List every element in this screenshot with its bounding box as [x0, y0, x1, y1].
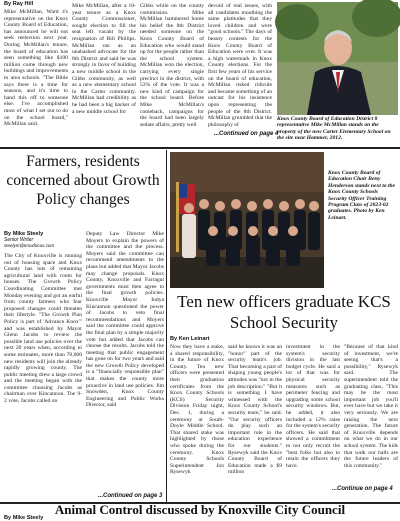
top-story-byline: By Ray Hill	[4, 1, 34, 7]
top-story-photo-caption: Knox County Board of Education District 8 representative Mike McMillan stands on the property of the new Carter Elementary School on the site near Hammer, 2012.	[277, 116, 391, 142]
officers-headline: Ten new officers graduate KCS School Security	[177, 292, 391, 332]
top-story-continued: ...Continued on page 4	[214, 131, 279, 137]
portrait-illustration	[277, 2, 398, 115]
farmers-byline	[4, 231, 84, 248]
farmers-byline-name: By Mike Steely	[4, 231, 44, 237]
officers-photo-caption: Knox County Board of Education Chair Betsy Henderson stands next to the Knox County Schools Security Officer Training Program Class of 2023-02 graduates. Photo by Ken Leinart.	[328, 170, 396, 221]
column-divider	[166, 150, 167, 502]
farmers-headline: Farmers, residents concerned about Growth Policy changes	[6, 153, 160, 208]
officers-photo-illustration	[170, 152, 324, 288]
officers-col-4: "Because of that kind of investment, we're seeing that's a possibility," Rysewyk said. The superintendent told the graduating class, "This may be the most important job you'll ever have but we take it very seriously. We are raising the next generation. The future of Knoxville depends on what we do in our school system. The kids that walk our halls are the future leaders of this community."	[344, 344, 398, 469]
officers-col-1: Now they have a stake, a shared responsibility, in the future of Knox County. Ten new officers were presented their graduation certificates from the Knox County Schools (KCS) Security Division Friday night, Dec. 1, during a ceremony at South-Doyle Middle School. That shared stake was highlighted by those who spoke during the ceremony. Knox County Schools Superintendent Jon Rysewyk	[170, 344, 224, 476]
top-story-col-4: devoid of real issues, with all candidates mouthing the same platitudes that they loved children and were "good schools." The days of beauty contests for the Knox County Board of Education were over. It was a high watermark in Knox County elections. For the first few years of his service on the board of education, McMillan risked ridicule and became something of an outcast for his insistence upon representing the people of the 8th District. McMillan grumbled that the philosophy of	[208, 3, 272, 128]
officers-col-2: said he knows it was an "honor" part of the security team's job. That becoming a part of shaping young people's attitudes was "not in the job description." "But it is something I have witnessed with the Knox County School's security team," he said. "Our security officers do play such an important role in the education experience for our students." Rysewyk said the Knox County Board of Education made a $9 million	[228, 344, 282, 476]
farmers-continued: ...Continued on page 3	[98, 493, 163, 499]
farmers-col-2: Deputy Law Director Mike Moyers to explain the powers of the committee and the process. Moyers said the committee can recommend amendments to the plans but added that Mayor Jacobs may change proposals. Knox County, Knoxville and Farragut governments must then agree to the final growth policies. Knoxville Mayor Indya Kincannon questioned the power of Jacobs to veto final recommendations and Moyers said the committee could approve the final plan by a simple majority vote but added that Jacobs can choose the results. Jacobs told the meeting that public engagement has gone on for two years and said the new Growth Policy developed is a "financially responsible plan" that makes the county more proactive in land use policies. Jim Snowden, Knox County Engineering and Public Works Director, said	[86, 231, 164, 409]
top-story	[0, 0, 400, 146]
top-story-col-2: Mike McMillan, after a 10-year tenure as a Knox County Commissioner, sought election to fill the seat left vacant by the resignation of Bill Phillips. McMillan ran as an unabashed advocate for the 8th District and said he was strongly in favor of building a new middle school in the Gibbs community, as well as a new elementary school in the Carter community. McMillan had credibility as he had been a big backer of a new middle school for	[72, 3, 136, 115]
officers-byline: By Ken Leinart	[170, 336, 210, 342]
bottom-headline: Animal Control discussed by Knoxville City Council	[54, 502, 346, 517]
bottom-byline: By Mike Steely	[4, 515, 44, 521]
farmers-col-1: The City of Knoxville is running out of housing space and Knox County has lots of remaining agricultural land with room for houses. The Growth Policy Coordinating Committee met Monday evening and got an earful from county farmers who fear proposed changes could threaten their lifestyle. "The Growth Plan Policy is part of 'Advance Knox'" and was established by Mayor Glenn Jacobs to review the possible land use policies over the next 20 years when, according to some estimates, more than 70,000 new residents will join the already rapidly growing county. The public meeting drew a large crowd and the meeting began with the committee choosing Jacobs as chairman over Kincannon. The 9-2 vote, Jacobs called on	[4, 253, 82, 405]
farmers-story	[0, 149, 165, 501]
farmers-byline-title: Senior Writer	[4, 237, 34, 243]
top-story-col-3: Gibbs while on the county commission. Mike McMillan hammered home his belief the 8th District needed someone on the Knox County Board of Education who would stand up for the people rather than the school system. McMillan won the election, carrying every single precinct in the district, with 53% of the vote. It was a new kind of campaign for the school board. Before Mike McMillan's comeback, campaigns for the board had been largely sedate affairs, pretty well	[140, 3, 204, 128]
farmers-byline-email: steelym@knoxfocus.com	[4, 243, 55, 248]
officers-col-3: investment in the system's security division in the last budget cycle. He said a lot of that was for physical security measures such as perimeter fencing and upgrading some school security windows. But, he added, it also included a 12% raise for the system's security officers. He said that showed a commitment to not only recruit the "best folks but also to retain the officers they have.	[286, 344, 340, 469]
officers-story	[170, 292, 400, 502]
officers-continued: ...Continue on page 4	[332, 486, 393, 492]
top-story-col-1: Mike McMillan, Ward 4's representative on the Knox County Board of Education, has announced he will not seek reelection next year. During McMillan's tenure, the board of education has seen something like $100 million come through new buildings and improvements to area schools. "The Bible says there is a time for seasons, and it's time to hand this off to someone else. I've accomplished most of what I set out to do on the school board," McMillan said.	[4, 9, 68, 128]
bottom-story	[0, 502, 400, 521]
officers-graduation-photo	[170, 152, 324, 288]
mcmillan-portrait-photo	[277, 2, 398, 115]
